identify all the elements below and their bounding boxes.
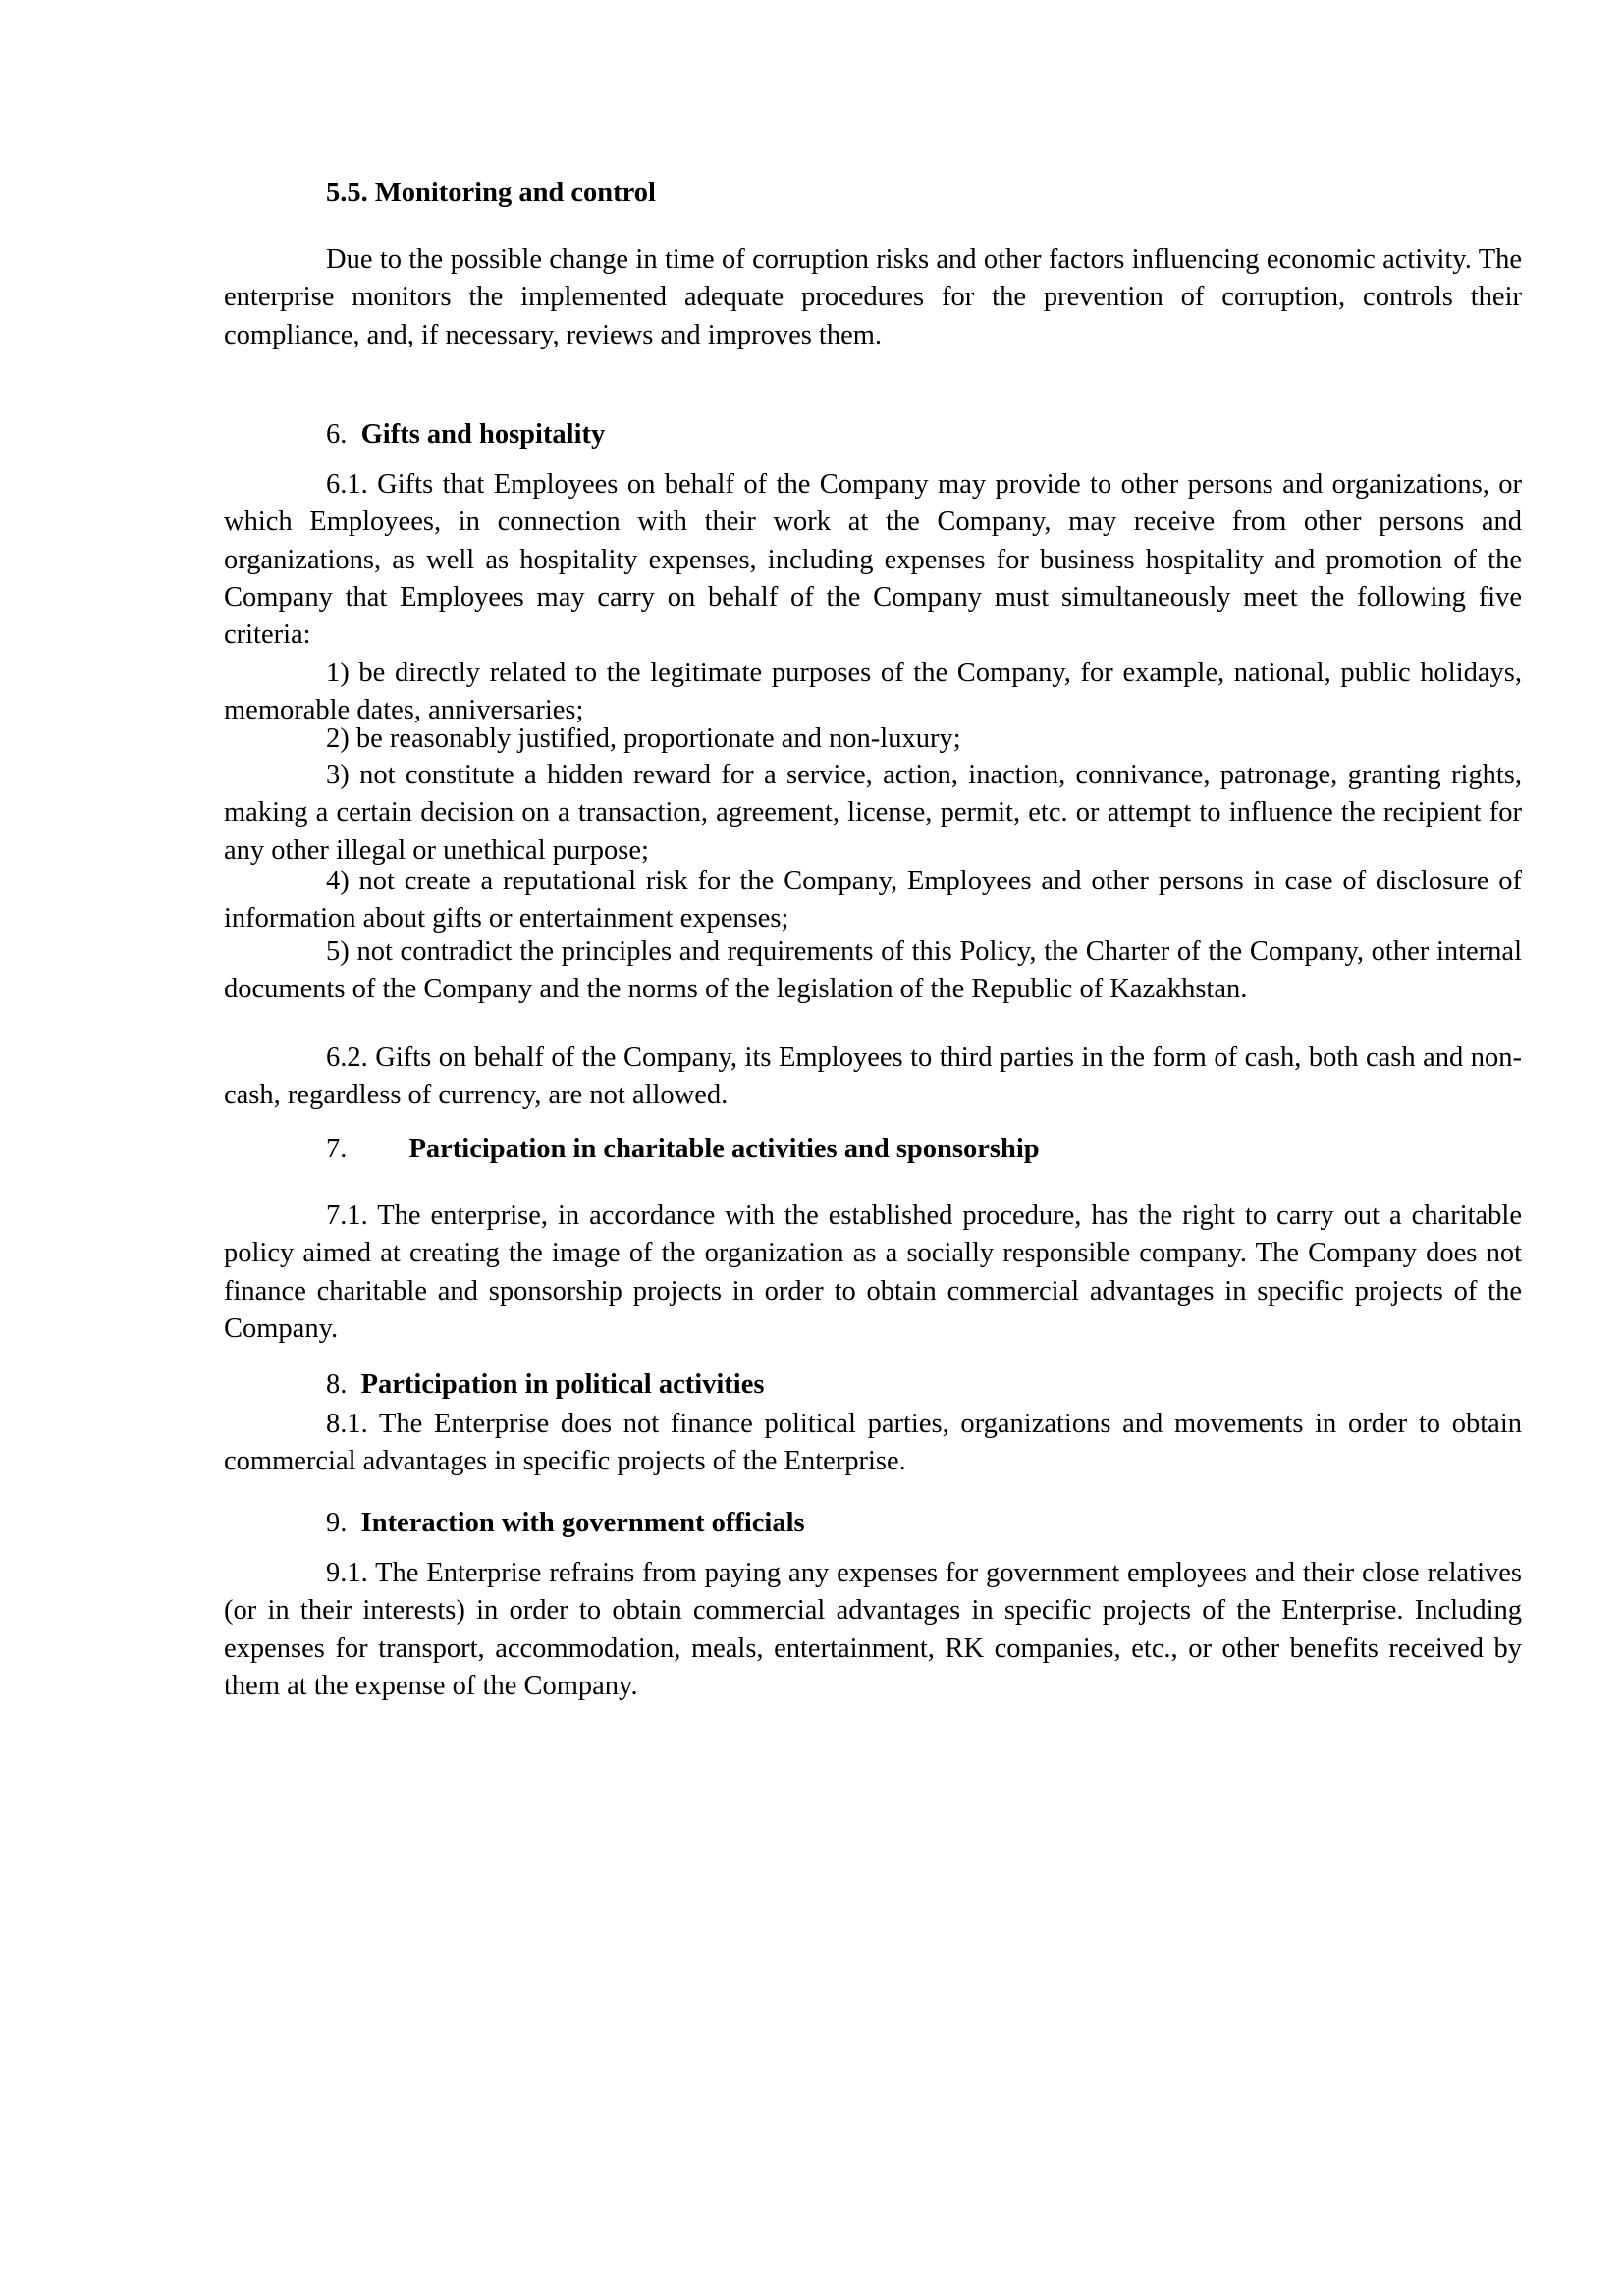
criterion-4: 4) not create a reputational risk for the Company, Employees and other persons in case of disclosure of information about gifts or entertainment expenses; xyxy=(224,866,1522,934)
heading-text: Participation in political activities xyxy=(360,1369,765,1400)
section-heading-8 xyxy=(224,1366,1623,1404)
criterion-2: 2) be reasonably justified, proportionate and non-luxury; xyxy=(326,723,961,754)
section-heading-9 xyxy=(224,1505,1623,1542)
criterion-1: 1) be directly related to the legitimate purposes of the Company, for example, national, public holidays, memorable dates, anniversaries; xyxy=(224,658,1522,726)
paragraph-8-1: 8.1. The Enterprise does not finance political parties, organizations and movements in order to obtain commercial advantages in specific projects of the Enterprise. xyxy=(224,1409,1522,1477)
heading-text: 5.5. Monitoring and control xyxy=(326,178,656,208)
heading-text: Participation in charitable activities and sponsorship xyxy=(408,1134,1040,1164)
heading-number: 9. xyxy=(326,1508,348,1538)
criterion-5: 5) not contradict the principles and requirements of this Policy, the Charter of the Company, other internal documents of the Company and the norms of the legislation of the Republic of Kazakhstan. xyxy=(224,936,1522,1005)
heading-number: 7. xyxy=(326,1134,348,1164)
paragraph-6-1: 6.1. Gifts that Employees on behalf of the Company may provide to other persons and organizations, or which Employees, in connection with their work at the Company, may receive from other persons and organizations, as well as hospitality expenses, including expenses for business hospitality and promotion of the Company that Employees may carry on behalf of the Company must simultaneously meet the following five criteria: xyxy=(224,469,1522,651)
heading-text: Gifts and hospitality xyxy=(360,419,606,450)
paragraph-5-5: Due to the possible change in time of corruption risks and other factors influencing economic activity. The enterprise monitors the implemented adequate procedures for the prevention of corruption, controls their compliance, and, if necessary, reviews and improves them. xyxy=(224,244,1522,350)
paragraph-7-1: 7.1. The enterprise, in accordance with the established procedure, has the right to carry out a charitable policy aimed at creating the image of the organization as a socially responsible company. The Company does not finance charitable and sponsorship projects in order to obtain commercial advantages in specific projects of the Company. xyxy=(224,1201,1522,1344)
criterion-3: 3) not constitute a hidden reward for a service, action, inaction, connivance, patronage, granting rights, making a certain decision on a transaction, agreement, license, permit, etc. or attempt to influence the recipient for any other illegal or unethical purpose; xyxy=(224,760,1522,866)
paragraph-9-1: 9.1. The Enterprise refrains from paying any expenses for government employees and their close relatives (or in their interests) in order to obtain commercial advantages in specific projects of the Enterprise. Including expenses for transport, accommodation, meals, entertainment, RK companies, etc., or other benefits received by them at the expense of the Company. xyxy=(224,1558,1522,1701)
heading-number: 8. xyxy=(326,1369,348,1400)
section-heading-7 xyxy=(224,1131,1623,1168)
paragraph-6-2: 6.2. Gifts on behalf of the Company, its Employees to third parties in the form of cash, both cash and non-cash, regardless of currency, are not allowed. xyxy=(224,1042,1522,1111)
heading-text: Interaction with government officials xyxy=(360,1508,805,1538)
section-heading-5-5 xyxy=(224,175,1623,212)
heading-number: 6. xyxy=(326,419,348,450)
section-heading-6 xyxy=(224,416,1623,454)
